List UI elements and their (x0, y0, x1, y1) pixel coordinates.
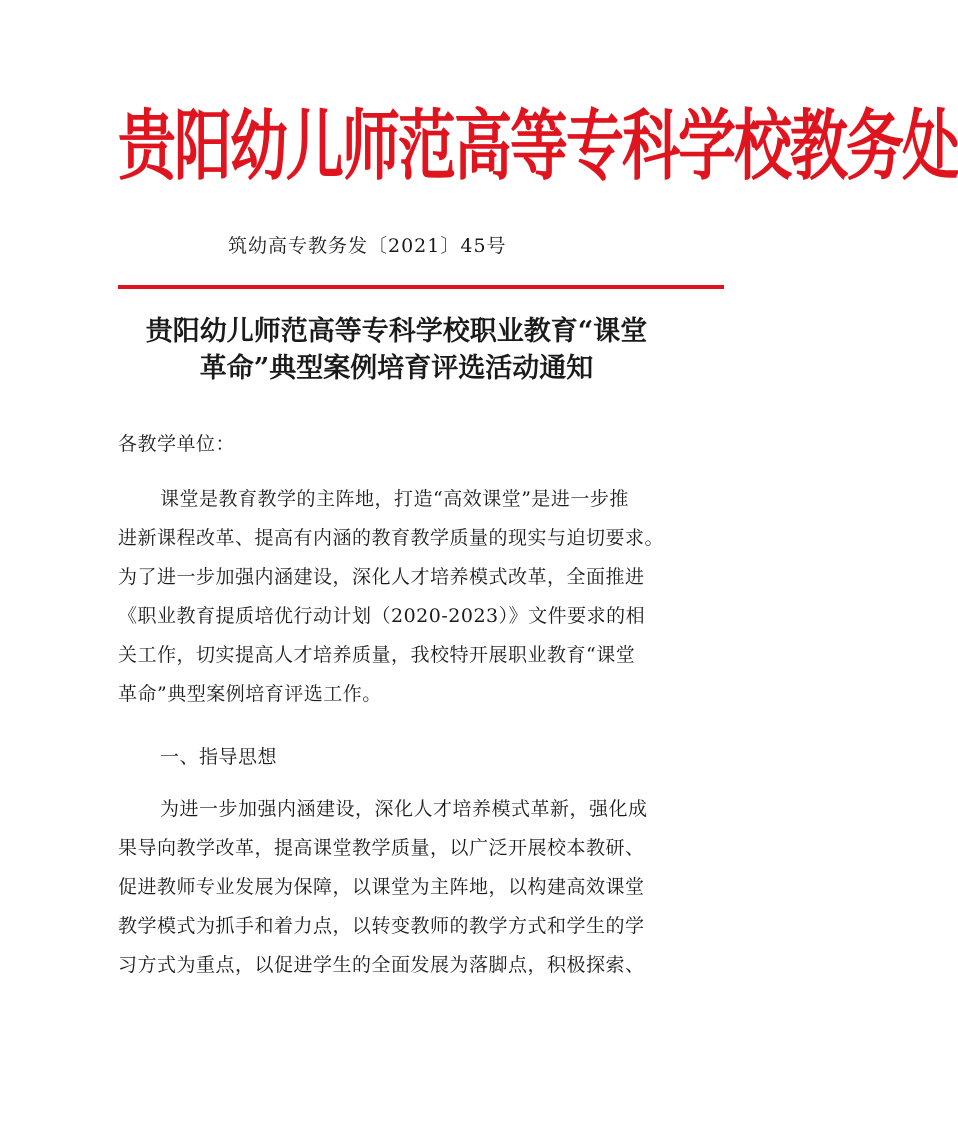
letterhead-title: 贵阳幼儿师范高等专科学校教务处 (118, 101, 958, 191)
section-heading-text: 一、指导思想 (160, 746, 278, 768)
paragraph-line: 革命”典型案例培育评选工作。 (118, 683, 382, 705)
red-divider-line (118, 285, 724, 289)
paragraph-line: 关工作，切实提高人才培养质量，我校特开展职业教育“课堂 (118, 644, 636, 666)
paragraph-line: 《职业教育提质培优行动计划（2020-2023）》文件要求的相 (118, 605, 646, 627)
notice-title-line: 革命”典型案例培育评选活动通知 (199, 353, 594, 384)
paragraph-line: 教学模式为抓手和着力点，以转变教师的教学方式和学生的学 (118, 915, 645, 937)
paragraph-line: 进新课程改革、提高有内涵的教育教学质量的现实与迫切要求。 (118, 527, 665, 549)
paragraph-line: 课堂是教育教学的主阵地，打造“高效课堂”是进一步推 (160, 488, 629, 510)
paragraph-line: 为进一步加强内涵建设，深化人才培养模式革新，强化成 (160, 798, 648, 820)
notice-title (90, 313, 703, 387)
paragraph-intro (118, 480, 698, 714)
salutation (118, 425, 698, 464)
notice-title-line: 贵阳幼儿师范高等专科学校职业教育“课堂 (145, 316, 648, 347)
paragraph-guiding-ideology (118, 790, 698, 985)
paragraph-line: 促进教师专业发展为保障，以课堂为主阵地，以构建高效课堂 (118, 876, 645, 898)
document-number: 筑幼高专教务发〔2021〕45号 (228, 235, 507, 257)
paragraph-line: 为了进一步加强内涵建设，深化人才培养模式改革，全面推进 (118, 566, 645, 588)
paragraph-line: 果导向教学改革，提高课堂教学质量，以广泛开展校本教研、 (118, 837, 645, 859)
paragraph-line: 习方式为重点，以促进学生的全面发展为落脚点，积极探索、 (118, 954, 645, 976)
section-heading (118, 738, 698, 777)
salutation-text: 各教学单位： (118, 433, 236, 455)
